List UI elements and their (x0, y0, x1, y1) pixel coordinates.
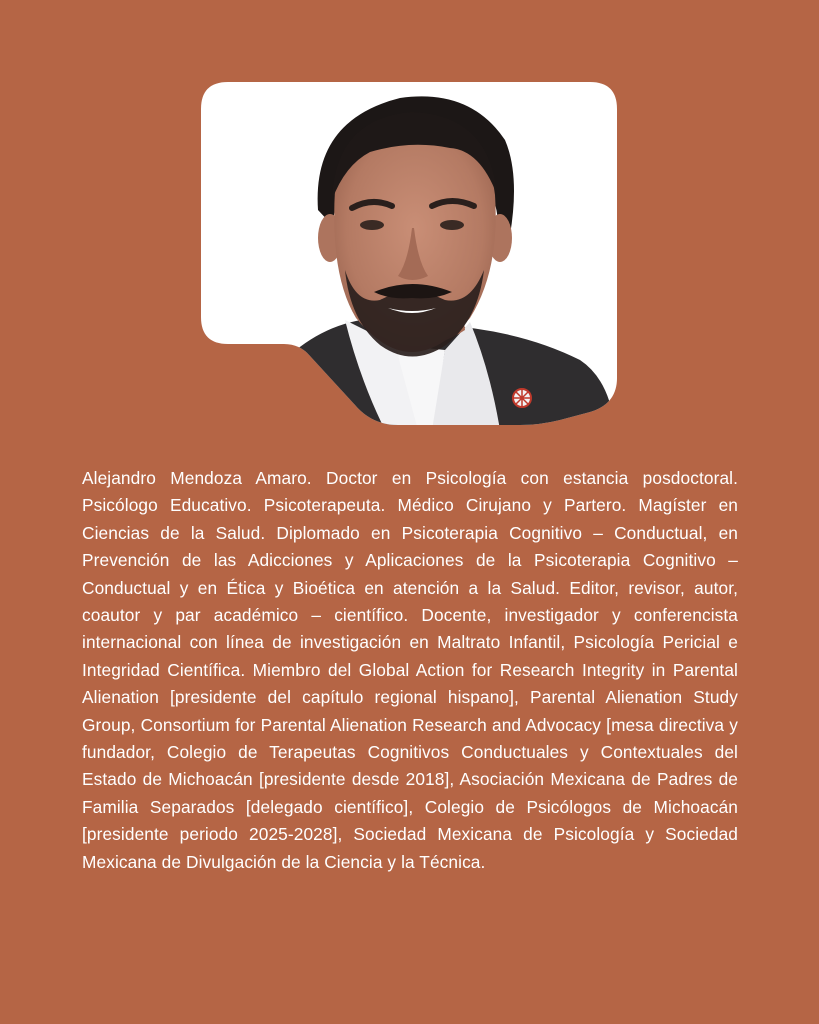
portrait-photo-frame (0, 0, 819, 440)
portrait-photo (0, 0, 819, 440)
right-eye (440, 220, 464, 230)
left-eye (360, 220, 384, 230)
bio-paragraph: Alejandro Mendoza Amaro. Doctor en Psicología con estancia posdoctoral. Psicólogo Educativo. Psicoterapeuta. Médico Cirujano y Partero. Magíster en Ciencias de la Salud. Diplomado en Psicoterapia Cognitivo – Conductual, en Prevención de las Adicciones y Aplicaciones de la Psicoterapia Cognitivo – Conductual y en Ética y Bioética en atención a la Salud. Editor, revisor, autor, coautor y par académico – científico. Docente, investigador y conferencista internacional con línea de investigación en Maltrato Infantil, Psicología Pericial e Integridad Científica. Miembro del Global Action for Research Integrity in Parental Alienation [presidente del capítulo regional hispano], Parental Alienation Study Group, Consortium for Parental Alienation Research and Advocacy [mesa directiva y fundador, Colegio de Terapeutas Cognitivos Conductuales y Contextuales del Estado de Michoacán [presidente desde 2018], Asociación Mexicana de Padres de Familia Separados [delegado científico], Colegio de Psicólogos de Michoacán [presidente periodo 2025-2028], Sociedad Mexicana de Psicología y Sociedad Mexicana de Divulgación de la Ciencia y la Técnica. (82, 468, 738, 872)
